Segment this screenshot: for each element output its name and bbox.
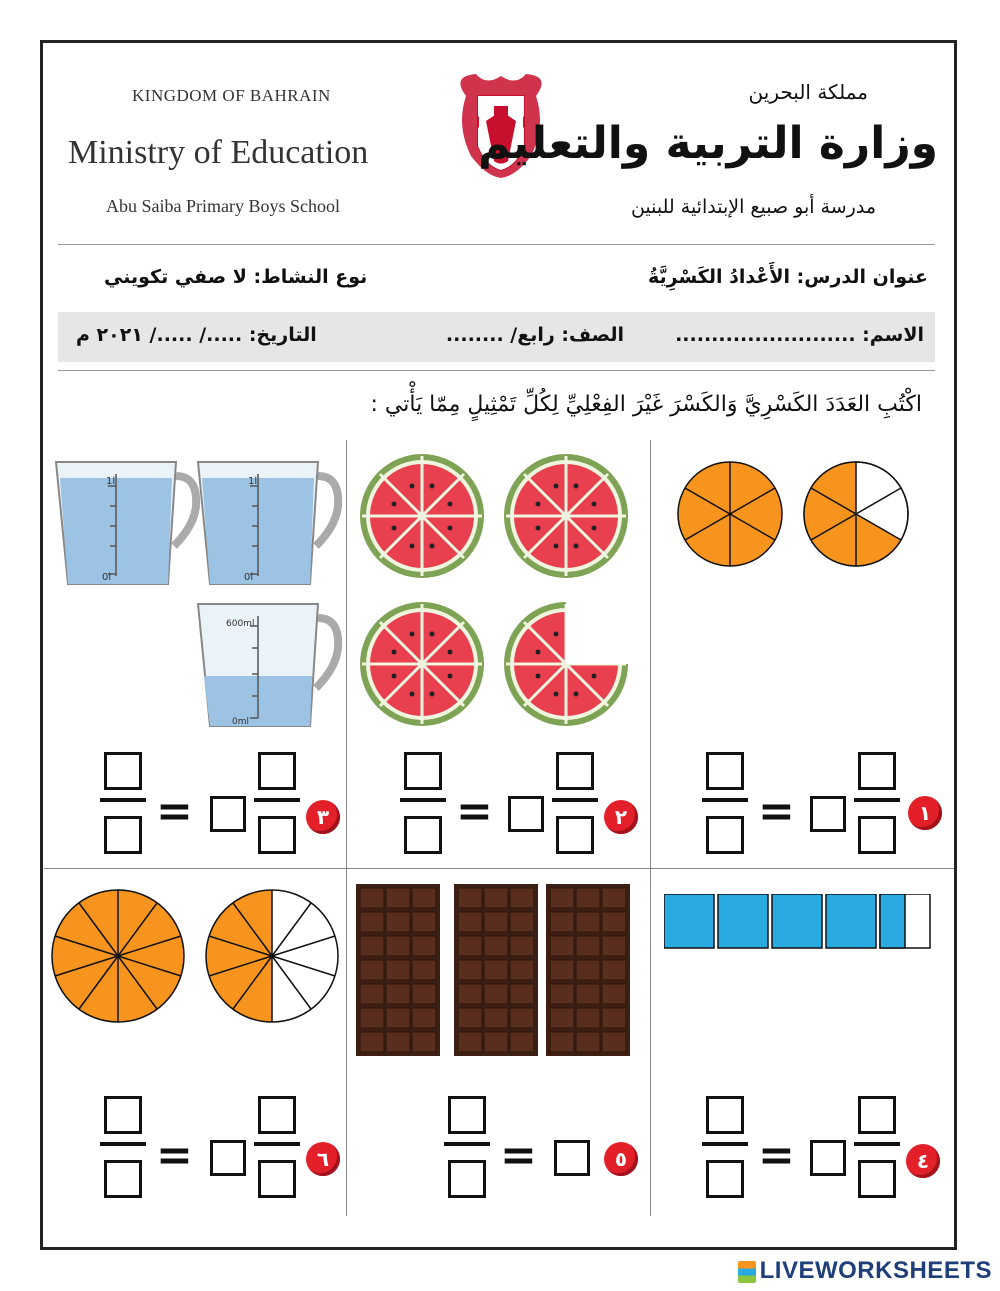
jug2-label-0l: 0l <box>244 572 254 583</box>
q1-mixed-denominator-box[interactable] <box>858 816 896 854</box>
q1-mixed-bar <box>854 798 900 802</box>
q2-mixed-numerator-box[interactable] <box>556 752 594 790</box>
q3-jugs <box>46 456 346 736</box>
q2-watermelons <box>354 450 644 732</box>
liveworksheets-icon <box>738 1261 756 1283</box>
jug1-label-1l: 1l <box>106 476 116 487</box>
q6-mixed-bar <box>254 1142 300 1146</box>
lesson-title-value: الأَعْدادُ الكَسْرِيَّةُ <box>648 266 790 288</box>
q5-improper-bar <box>444 1142 490 1146</box>
activity-type-value: لا صفي تكويني <box>104 266 247 288</box>
q1-whole-box[interactable] <box>810 796 846 832</box>
q1-circles <box>676 460 936 570</box>
q1-improper-bar <box>702 798 748 802</box>
date-field[interactable]: التاريخ: ...../ ...../ ٢٠٢١ م <box>76 324 317 346</box>
kingdom-ar: مملكة البحرين <box>748 80 868 104</box>
jug1-label-0l: 0l <box>102 572 112 583</box>
info-divider <box>58 370 935 371</box>
q2-equals: = <box>456 786 493 837</box>
q3-improper-denominator-box[interactable] <box>104 816 142 854</box>
q4-improper-numerator-box[interactable] <box>706 1096 744 1134</box>
q3-mixed-bar <box>254 798 300 802</box>
instruction: اكْتُبِ العَدَدَ الكَسْرِيَّ وَالكَسْرَ غَيْرَ الفِعْلِيِّ لِكُلِّ تَمْثِيلٍ مِمّا يَأْتي : <box>370 392 922 417</box>
grade-field[interactable]: الصف: رابع/ ........ <box>445 324 624 346</box>
q3-whole-box[interactable] <box>210 796 246 832</box>
ministry-ar: وزارة التربية والتعليم <box>478 118 938 169</box>
q6-mixed-denominator-box[interactable] <box>258 1160 296 1198</box>
melon-partial <box>504 602 628 726</box>
q5-whole-box[interactable] <box>554 1140 590 1176</box>
q5-number-badge: ٥ <box>604 1142 638 1176</box>
q2-number-badge: ٢ <box>604 800 638 834</box>
jug2-label-1l: 1l <box>248 476 258 487</box>
q6-mixed-numerator-box[interactable] <box>258 1096 296 1134</box>
activity-type-label: نوع النشاط: <box>253 266 368 288</box>
q3-mixed-numerator-box[interactable] <box>258 752 296 790</box>
q6-improper-denominator-box[interactable] <box>104 1160 142 1198</box>
q2-improper-numerator-box[interactable] <box>404 752 442 790</box>
q1-improper-numerator-box[interactable] <box>706 752 744 790</box>
melon-2 <box>504 454 628 578</box>
lesson-title-label: عنوان الدرس: <box>796 266 928 288</box>
jug-3 <box>198 604 338 726</box>
q3-improper-numerator-box[interactable] <box>104 752 142 790</box>
q4-mixed-denominator-box[interactable] <box>858 1160 896 1198</box>
q5-chocolates <box>354 882 644 1058</box>
q6-circle-partial <box>206 890 338 1022</box>
school-en: Abu Saiba Primary Boys School <box>106 196 340 216</box>
q4-number-badge: ٤ <box>906 1144 940 1178</box>
q2-improper-denominator-box[interactable] <box>404 816 442 854</box>
grid-vline-1 <box>346 440 347 1216</box>
jug3-label-600ml: 600ml <box>226 619 255 629</box>
q6-number-badge: ٦ <box>306 1142 340 1176</box>
q5-equals: = <box>500 1130 537 1181</box>
jug-1 <box>56 462 196 584</box>
q6-improper-bar <box>100 1142 146 1146</box>
q4-whole-box[interactable] <box>810 1140 846 1176</box>
q4-mixed-bar <box>854 1142 900 1146</box>
q3-mixed-denominator-box[interactable] <box>258 816 296 854</box>
chocolate-1 <box>356 884 440 1056</box>
name-field[interactable]: الاسم: ......................... <box>675 324 924 346</box>
liveworksheets-logo <box>738 1257 992 1285</box>
q6-equals: = <box>156 1130 193 1181</box>
grid-vline-2 <box>650 440 651 1216</box>
q2-mixed-denominator-box[interactable] <box>556 816 594 854</box>
chocolate-3 <box>546 884 630 1056</box>
q6-circles <box>50 884 344 1034</box>
q1-number-badge: ١ <box>908 796 942 830</box>
q6-whole-box[interactable] <box>210 1140 246 1176</box>
lesson-title <box>648 266 928 288</box>
melon-3 <box>360 602 484 726</box>
q4-improper-denominator-box[interactable] <box>706 1160 744 1198</box>
q4-bars <box>664 894 934 954</box>
q1-mixed-numerator-box[interactable] <box>858 752 896 790</box>
activity-type <box>104 266 367 288</box>
jug3-label-0ml: 0ml <box>232 717 249 727</box>
q2-improper-bar <box>400 798 446 802</box>
footer-text: LIVEWORKSHEETS <box>759 1257 992 1284</box>
melon-1 <box>360 454 484 578</box>
q2-whole-box[interactable] <box>508 796 544 832</box>
grid-hline <box>44 868 954 869</box>
q1-improper-denominator-box[interactable] <box>706 816 744 854</box>
ministry-en: Ministry of Education <box>68 134 369 171</box>
q3-number-badge: ٣ <box>306 800 340 834</box>
q4-mixed-numerator-box[interactable] <box>858 1096 896 1134</box>
q4-improper-bar <box>702 1142 748 1146</box>
kingdom-en: KINGDOM OF BAHRAIN <box>132 86 331 105</box>
q5-improper-numerator-box[interactable] <box>448 1096 486 1134</box>
q2-mixed-bar <box>552 798 598 802</box>
q5-improper-denominator-box[interactable] <box>448 1160 486 1198</box>
school-ar: مدرسة أبو صبيع الإبتدائية للبنين <box>630 196 876 218</box>
chocolate-2 <box>454 884 538 1056</box>
q1-circle-full <box>678 462 782 566</box>
q1-circle-partial <box>804 462 908 566</box>
header-divider <box>58 244 935 245</box>
q6-improper-numerator-box[interactable] <box>104 1096 142 1134</box>
q3-improper-bar <box>100 798 146 802</box>
q6-circle-full <box>52 890 184 1022</box>
q3-equals: = <box>156 786 193 837</box>
q1-equals: = <box>758 786 795 837</box>
q4-equals: = <box>758 1130 795 1181</box>
jug-2 <box>198 462 338 584</box>
